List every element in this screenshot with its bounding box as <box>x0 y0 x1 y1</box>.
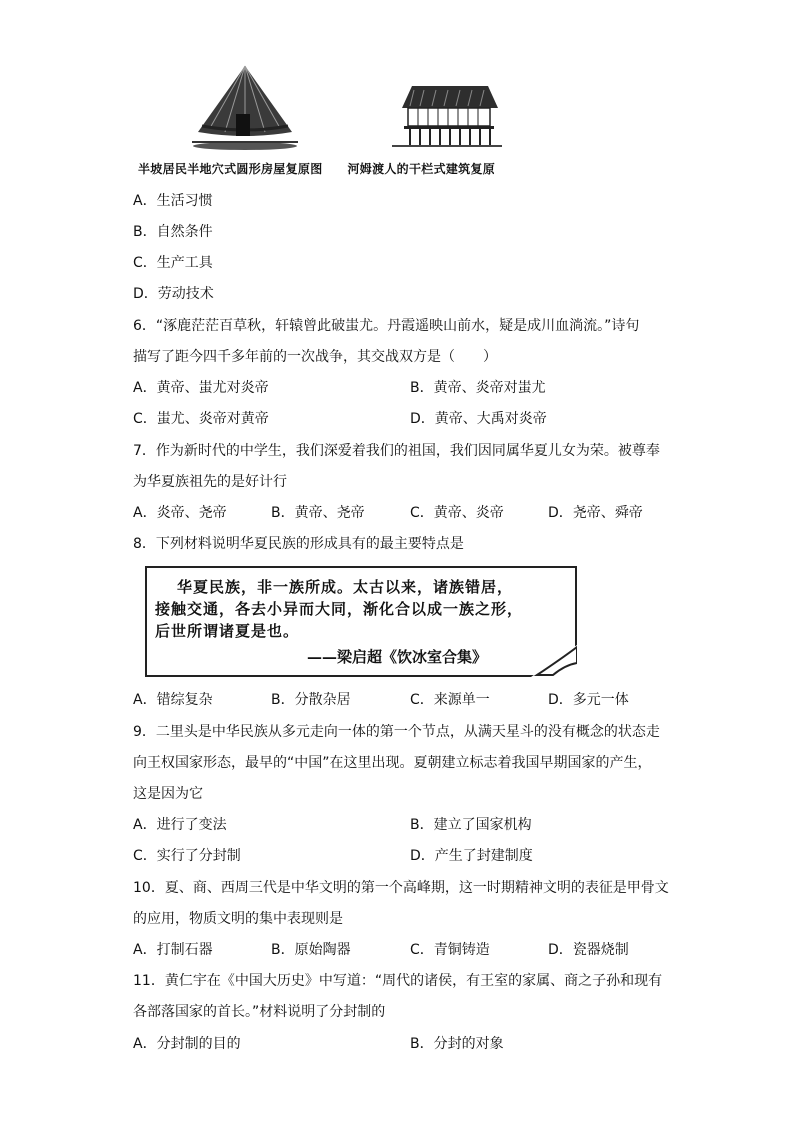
q11-stem-line2: 各部落国家的首长。”材料说明了分封制的 <box>133 1004 386 1020</box>
q10-option-c[interactable]: C．青铜铸造 <box>410 942 490 958</box>
figure-caption-right: 河姆渡人的干栏式建筑复原 <box>347 162 496 176</box>
q10-option-d[interactable]: D．瓷器烧制 <box>548 942 629 958</box>
quote-line-1: 华夏民族，非一族所成。太古以来，诸族错居， <box>177 578 514 596</box>
q8-stem: 8．下列材料说明华夏民族的形成具有的最主要特点是 <box>133 536 464 552</box>
figure-caption <box>138 160 495 177</box>
q9-option-a[interactable]: A．进行了变法 <box>133 817 227 833</box>
q5-option-c[interactable]: C．生产工具 <box>133 255 213 271</box>
banpo-house-illustration <box>190 62 300 150</box>
q11-stem-line1: 11．黄仁宇在《中国大历史》中写道：“周代的诸侯，有王室的家属、商之子孙和现有 <box>133 973 663 989</box>
q9-stem-line2: 向王权国家形态，最早的“中国”在这里出现。夏朝建立标志着我国早期国家的产生， <box>133 755 652 771</box>
q7-option-d[interactable]: D．尧帝、舜帝 <box>548 505 643 521</box>
figure-caption-left: 半坡居民半地穴式圆形房屋复原图 <box>138 162 323 176</box>
hemudu-stilt-house-illustration <box>392 78 502 150</box>
q9-stem-line3: 这是因为它 <box>133 786 203 802</box>
q8-option-d[interactable]: D．多元一体 <box>548 692 629 708</box>
quote-box <box>145 566 577 677</box>
quote-text <box>155 576 524 642</box>
q5-option-b[interactable]: B．自然条件 <box>133 224 213 240</box>
q5-option-d[interactable]: D．劳动技术 <box>133 286 214 302</box>
q10-option-a[interactable]: A．打制石器 <box>133 942 213 958</box>
quote-line-2: 接触交通，各去小异而大同，渐化合以成一族之形， <box>155 600 524 618</box>
page-curl-icon <box>531 645 577 677</box>
q11-option-a[interactable]: A．分封制的目的 <box>133 1036 241 1052</box>
q11-option-b[interactable]: B．分封的对象 <box>410 1036 504 1052</box>
q10-stem-line1: 10．夏、商、西周三代是中华文明的第一个高峰期，这一时期精神文明的表征是甲骨文 <box>133 880 669 896</box>
q7-stem-line1: 7．作为新时代的中学生，我们深爱着我们的祖国，我们因同属华夏儿女为荣。被尊奉 <box>133 443 660 459</box>
q6-option-b[interactable]: B．黄帝、炎帝对蚩尤 <box>410 380 546 396</box>
q9-option-b[interactable]: B．建立了国家机构 <box>410 817 532 833</box>
q6-stem-line2: 描写了距今四千多年前的一次战争，其交战双方是（ ） <box>133 349 497 365</box>
q8-option-c[interactable]: C．来源单一 <box>410 692 490 708</box>
q6-option-c[interactable]: C．蚩尤、炎帝对黄帝 <box>133 411 269 427</box>
q7-option-c[interactable]: C．黄帝、炎帝 <box>410 505 504 521</box>
q7-option-a[interactable]: A．炎帝、尧帝 <box>133 505 227 521</box>
q6-option-d[interactable]: D．黄帝、大禹对炎帝 <box>410 411 547 427</box>
q5-option-a[interactable]: A．生活习惯 <box>133 193 213 209</box>
q9-option-c[interactable]: C．实行了分封制 <box>133 848 241 864</box>
q9-option-d[interactable]: D．产生了封建制度 <box>410 848 533 864</box>
q10-option-b[interactable]: B．原始陶器 <box>271 942 351 958</box>
q8-option-b[interactable]: B．分散杂居 <box>271 692 351 708</box>
q7-option-b[interactable]: B．黄帝、尧帝 <box>271 505 365 521</box>
quote-line-3: 后世所谓诸夏是也。 <box>155 622 300 640</box>
q6-option-a[interactable]: A．黄帝、蚩尤对炎帝 <box>133 380 269 396</box>
q8-option-a[interactable]: A．错综复杂 <box>133 692 213 708</box>
q9-stem-line1: 9．二里头是中华民族从多元走向一体的第一个节点，从满天星斗的没有概念的状态走 <box>133 724 660 740</box>
q10-stem-line2: 的应用，物质文明的集中表现则是 <box>133 911 343 927</box>
quote-source: ——梁启超《饮冰室合集》 <box>307 648 488 666</box>
q6-stem-line1: 6．“涿鹿茫茫百草秋，轩辕曾此破蚩尤。丹霞遥映山前水，疑是成川血淌流。”诗句 <box>133 318 640 334</box>
q7-stem-line2: 为华夏族祖先的是好计行 <box>133 474 287 490</box>
